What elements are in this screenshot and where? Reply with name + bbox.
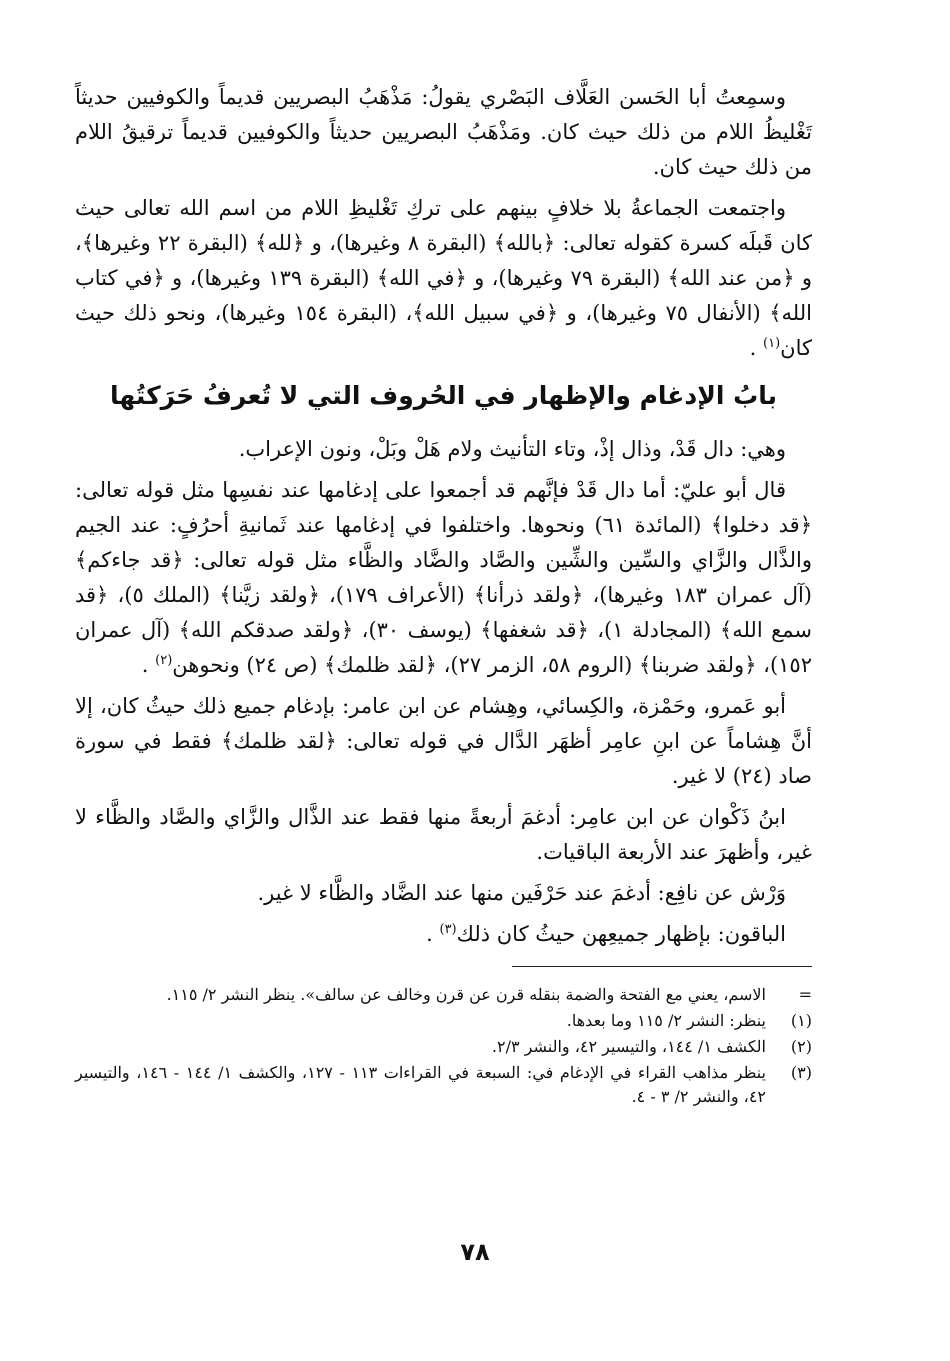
footnote-divider: [512, 966, 812, 967]
paragraph-4-text: قال أبو عليّ: أما دال قَدْ فإنَّهم قد أجمعوا على إدغامها عند نفسِها مثل قوله تعالى: ﴿قد دخلوا﴾ (المائدة ٦١) ونحوها. واختلفوا في إدغامها عند ثَمانيةِ أحرُفٍ: عند الجيم والذَّال والزَّاي والسِّين والشِّين والصَّاد والضَّاد والظَّاء مثل قوله تعالى: ﴿قد جاءكم﴾ (آل عمران ١٨٣ وغيرها)، ﴿ولقد ذرأنا﴾ (الأعراف ١٧٩)، ﴿ولقد زيَّنا﴾ (الملك ٥)، ﴿قد سمع الله﴾ (المجادلة ١)، ﴿قد شغفها﴾ (يوسف ٣٠)، ﴿ولقد صدقكم الله﴾ (آل عمران ١٥٢)، ﴿ولقد ضربنا﴾ (الروم ٥٨، الزمر ٢٧)، ﴿لقد ظلمك﴾ (ص ٢٤) ونحوهن: [75, 478, 813, 677]
footnote-1: [75, 1009, 812, 1033]
paragraph-5: [75, 689, 812, 794]
paragraph-8-text: الباقون: بإظهار جميعِهن حيثُ كان ذلك: [456, 922, 786, 946]
footnote-text: ينظر مذاهب القراء في الإدغام في: السبعة في القراءات ١١٣ - ١٢٧، والكشف ١/ ١٤٤ - ١٤٦، والتيسير ٤٢، والنشر ٢/ ٣ - ٤.: [75, 1063, 767, 1106]
footnote-text: ينظر: النشر ٢/ ١١٥ وما بعدها.: [566, 1011, 766, 1030]
paragraph-1: [75, 80, 812, 185]
paragraph-7-text: وَرْش عن نافِع: أدغمَ عند حَرْفَين منها عند الضَّاد والظَّاء لا غير.: [257, 881, 786, 905]
paragraph-8-tail: .: [426, 922, 440, 946]
footnote-marker: (١): [790, 1011, 812, 1030]
footnote-marker: (٢): [790, 1037, 812, 1056]
paragraph-6: [75, 800, 812, 870]
paragraph-2-text: واجتمعت الجماعةُ بلا خلافٍ بينهم على تركِ تَغْليظِ اللام من اسم الله تعالى حيث كان قَبلَه كسرة كقوله تعالى: ﴿بالله﴾ (البقرة ٨ وغيرها)، و ﴿لله﴾ (البقرة ٢٢ وغيرها﴾، و ﴿من عند الله﴾ (البقرة ٧٩ وغيرها)، و ﴿في الله﴾ (البقرة ١٣٩ وغيرها)، و ﴿في كتاب الله﴾ (الأنفال ٧٥ وغيرها)، و ﴿في سبيل الله﴾، (البقرة ١٥٤ وغيرها)، ونحو ذلك حيث كان: [75, 196, 813, 360]
footnote-ref-1: (١): [763, 336, 781, 351]
footnotes: [75, 983, 812, 1109]
paragraph-3: [75, 432, 812, 467]
footnote-text: الاسم، يعني مع الفتحة والضمة بنقله قرن عن قرن وخالف عن سالف». ينظر النشر ٢/ ١١٥.: [166, 985, 766, 1004]
page-number: ٧٨: [460, 1238, 490, 1266]
paragraph-4-tail: .: [141, 653, 156, 677]
paragraph-2-tail: .: [749, 336, 764, 360]
footnote-continued: [75, 983, 812, 1007]
footnote-ref-3: (٣): [439, 922, 457, 937]
footnote-ref-2: (٢): [155, 653, 173, 668]
footnote-marker: (٣): [790, 1063, 812, 1082]
footnote-marker: =: [798, 985, 812, 1004]
paragraph-2: [75, 191, 812, 366]
paragraph-6-text: ابنُ ذَكْوان عن ابن عامِر: أدغمَ أربعةً منها فقط عند الذَّال والزَّاي والصَّاد والظَّاء لا غير، وأظهرَ عند الأربعة الباقيات.: [75, 805, 812, 864]
section-heading: بابُ الإدغام والإظهار في الحُروف التي لا تُعرفُ حَرَكتُها: [109, 381, 778, 410]
footnote-3: [75, 1061, 812, 1109]
paragraph-1-text: وسمِعتُ أبا الحَسن العَلَّاف البَصْري يقولُ: مَذْهَبُ البصريين قديماً والكوفيين حديثاً تَغْليظُ اللام من ذلك حيث كان. ومَذْهَبُ البصريين حديثاً والكوفيين قديماً ترقيقُ اللام من ذلك حيث كان.: [75, 85, 812, 179]
paragraph-3-text: وهي: دال قَدْ، وذال إذْ، وتاء التأنيث ولام هَلْ وبَلْ، ونون الإعراب.: [238, 437, 786, 461]
footnote-text: الكشف ١/ ١٤٤، والتيسير ٤٢، والنشر ٢/٣.: [491, 1037, 766, 1056]
paragraph-7: [75, 876, 812, 911]
paragraph-8: [75, 917, 812, 952]
footnote-2: [75, 1035, 812, 1059]
paragraph-5-text: أبو عَمرو، وحَمْزة، والكِسائي، وهِشام عن ابن عامر: بإدغام جميع ذلك حيثُ كان، إلا أنَّ هِشاماً عن ابنِ عامِر أظهَر الدَّال في قوله تعالى: ﴿لقد ظلمك﴾ فقط في سورة صاد (٢٤) لا غير.: [75, 694, 812, 788]
paragraph-4: [75, 473, 812, 683]
